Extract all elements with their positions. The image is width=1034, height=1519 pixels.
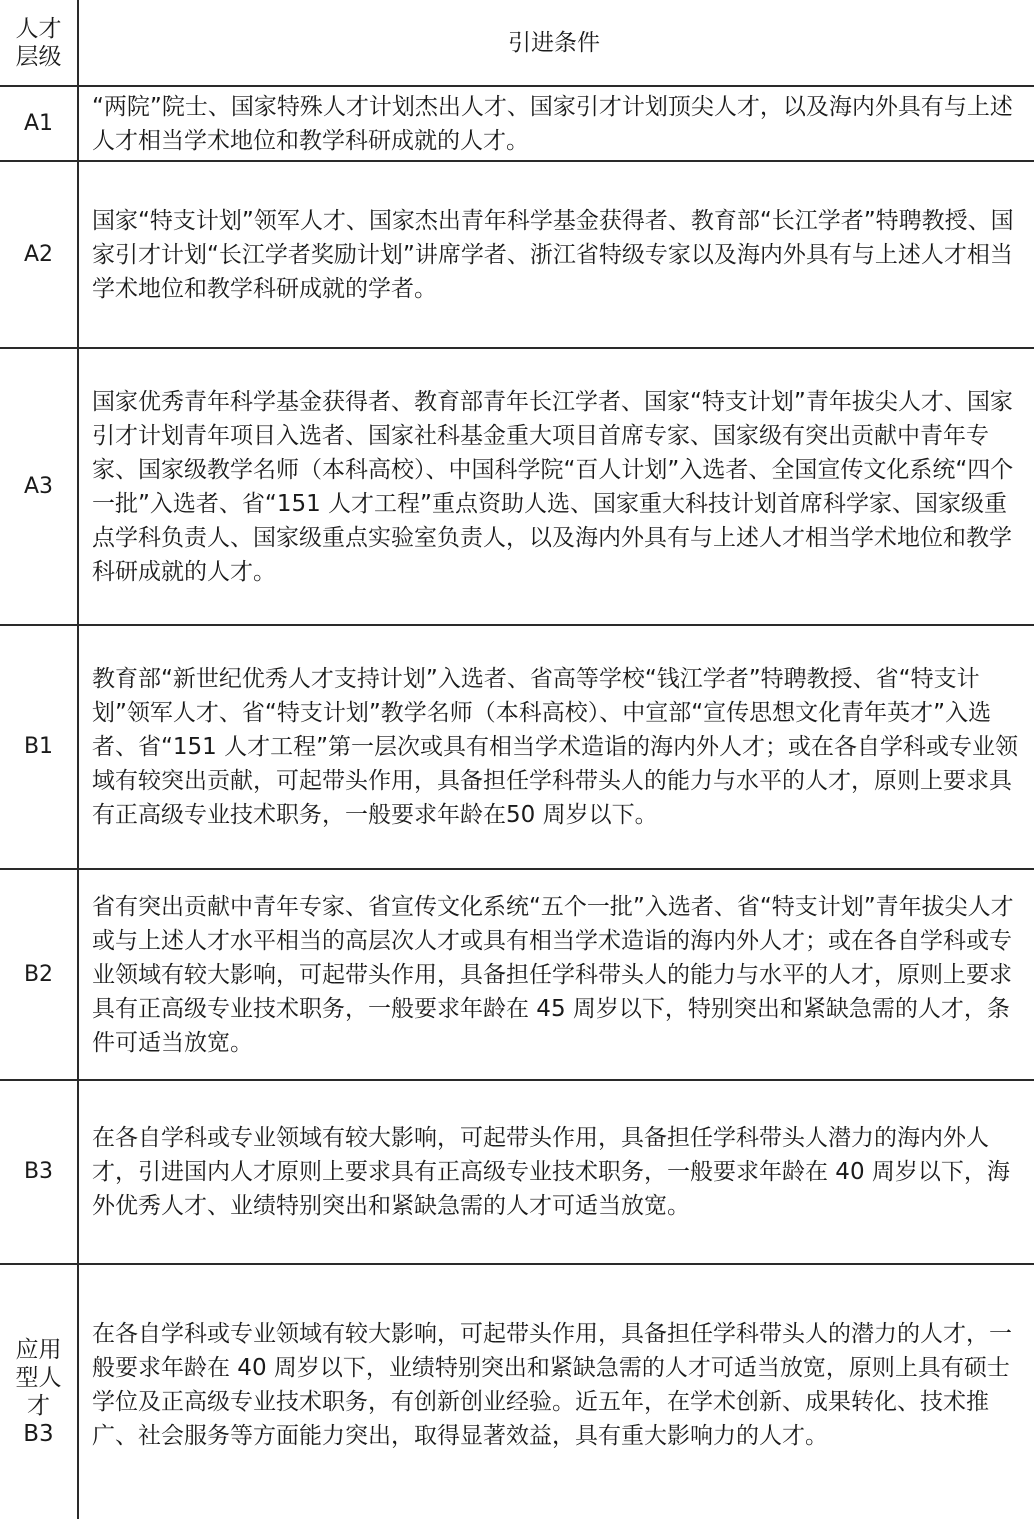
table-row-level xyxy=(0,1265,77,1519)
condition-text: 国家“特支计划”领军人才、国家杰出青年科学基金获得者、教育部“长江学者”特聘教授、国家引才计划“长江学者奖励计划”讲席学者、浙江省特级专家以及海内外具有与上述人才相当学术地位和教学科研成就的学者。 xyxy=(92,207,1014,302)
table-row-level xyxy=(0,1081,77,1263)
table-row-condition xyxy=(80,349,1030,624)
table-row-condition xyxy=(80,87,1030,160)
table-row-condition xyxy=(80,1265,1030,1505)
level-label: A2 xyxy=(23,241,54,267)
condition-text: 省有突出贡献中青年专家、省宣传文化系统“五个一批”入选者、省“特支计划”青年拔尖人才或与上述人才水平相当的高层次人才或具有相当学术造诣的海内外人才；或在各自学科或专业领域有较大影响，可起带头作用，具备担任学科带头人的能力与水平的人才，原则上要求具有正高级专业技术职务，一般要求年龄在 45 周岁以下，特别突出和紧缺急需的人才，条件可适当放宽。 xyxy=(92,893,1014,1056)
condition-text: 在各自学科或专业领域有较大影响，可起带头作用，具备担任学科带头人的潜力的人才，一般要求年龄在 40 周岁以下，业绩特别突出和紧缺急需的人才可适当放宽，原则上具有硕士学位及正高级专业技术职务，有创新创业经验。近五年，在学术创新、成果转化、技术推广、社会服务等方面能力突出，取得显著效益，具有重大影响力的人才。 xyxy=(92,1321,1012,1449)
column-divider xyxy=(77,0,79,1519)
level-label: B1 xyxy=(23,734,54,759)
table-row-level xyxy=(0,349,77,624)
level-label: B2 xyxy=(23,961,54,987)
level-label: A1 xyxy=(23,110,54,136)
header-level-label: 人才 层级 xyxy=(15,15,62,70)
condition-text: 国家优秀青年科学基金获得者、教育部青年长江学者、国家“特支计划”青年拔尖人才、国家引才计划青年项目入选者、国家社科基金重大项目首席专家、国家级有突出贡献中青年专家、国家级教学名师（本科高校）、中国科学院“百人计划”入选者、全国宣传文化系统“四个一批”入选者、省“151 人才工程”重点资助人选、国家重大科技计划首席科学家、国家级重点学科负责人、国家级重点实验室负责人，以及海内外具有与上述人才相当学术地位和教学科研成就的人才。 xyxy=(92,388,1014,585)
level-label: A3 xyxy=(23,473,54,499)
header-condition-label: 引进条件 xyxy=(508,29,600,56)
level-label: B3 xyxy=(23,1159,54,1184)
header-level-cell xyxy=(0,0,77,85)
header-condition-cell xyxy=(80,0,1030,85)
table-row-condition xyxy=(80,1081,1030,1263)
condition-text: 在各自学科或专业领域有较大影响，可起带头作用，具备担任学科带头人潜力的海内外人才，引进国内人才原则上要求具有正高级专业技术职务，一般要求年龄在 40 周岁以下，海外优秀人才、业绩特别突出和紧缺急需的人才可适当放宽。 xyxy=(92,1125,1010,1219)
table-row-level xyxy=(0,626,77,868)
table-row-condition xyxy=(80,162,1030,347)
table-row-level xyxy=(0,870,77,1079)
table-row-condition xyxy=(80,870,1030,1079)
table-row-condition xyxy=(80,626,1030,868)
level-label: 应用 型人 才 B3 xyxy=(15,1337,62,1447)
table-row-level xyxy=(0,87,77,160)
condition-text: 教育部“新世纪优秀人才支持计划”入选者、省高等学校“钱江学者”特聘教授、省“特支计划”领军人才、省“特支计划”教学名师（本科高校）、中宣部“宣传思想文化青年英才”入选者、省“151 人才工程”第一层次或具有相当学术造诣的海内外人才；或在各自学科或专业领域有较突出贡献，可起带头作用，具备担任学科带头人的能力与水平的人才，原则上要求具有正高级专业技术职务，一般要求年龄在50 周岁以下。 xyxy=(92,666,1019,828)
condition-text: “两院”院士、国家特殊人才计划杰出人才、国家引才计划顶尖人才，以及海内外具有与上述人才相当学术地位和教学科研成就的人才。 xyxy=(92,93,1013,154)
table-row-level xyxy=(0,162,77,347)
